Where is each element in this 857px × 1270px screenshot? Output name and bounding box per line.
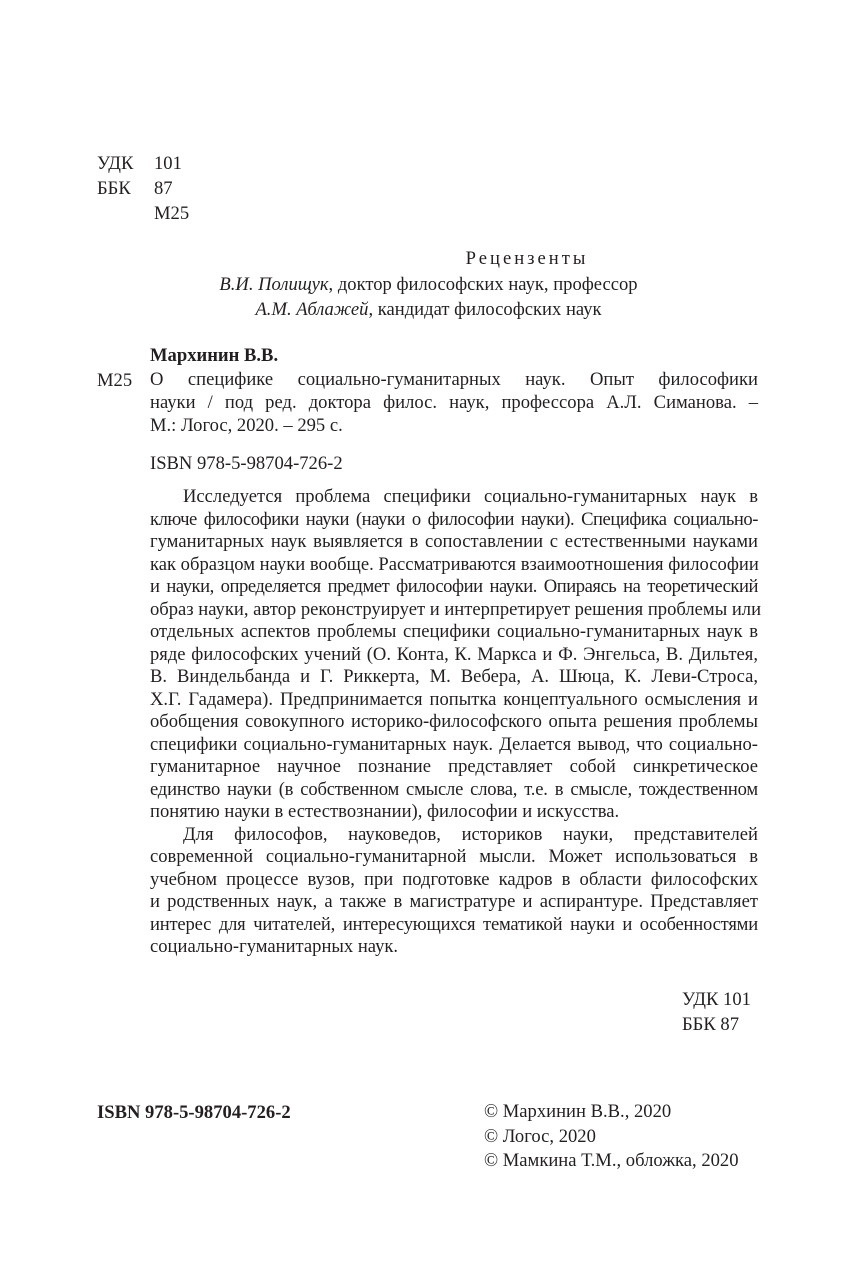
abstract-line: гуманитарное научное познание представляет собой синкретическое	[150, 756, 758, 777]
abstract-line: специфики социально-гуманитарных наук. Делается вывод, что социально-	[150, 733, 758, 755]
abstract-line: как образцом науки вообще. Рассматриваются взаимоотношения философии	[150, 553, 759, 575]
reviewers-title: Рецензенты	[465, 248, 589, 269]
udk-line	[97, 151, 189, 176]
abstract-line: ключе философики науки (науки о философии науки). Специфика социально-	[150, 508, 758, 530]
abstract-line: В. Виндельбанда и Г. Риккерта, М. Вебера, А. Шюца, К. Леви-Строса,	[150, 666, 758, 687]
abstract-line: образ науки, автор реконструирует и интерпретирует решения проблемы или	[150, 598, 762, 620]
bbk-value: 87	[154, 178, 173, 199]
reviewer-1-credentials: , доктор философских наук, профессор	[328, 274, 638, 295]
abstract-line: и науки, определяется предмет философии науки. Опираясь на теоретический	[150, 576, 758, 597]
abstract-line: Для философов, науковедов, историков науки, представителей	[183, 823, 758, 845]
abstract-line: единство науки (в собственном смысле слова, т.е. в смысле, тождественном	[150, 778, 758, 800]
catalog-author: Мархинин В.В.	[150, 345, 279, 366]
reviewers-title-row	[97, 246, 857, 271]
abstract-line: и родственных наук, а также в магистратуре и аспирантуре. Представляет	[150, 891, 758, 912]
bbk-label: ББК	[97, 178, 131, 199]
copyright-author: © Мархинин В.В., 2020	[484, 1101, 672, 1122]
catalog-line: М.: Логос, 2020. – 295 с.	[150, 415, 343, 436]
udk-value: 101	[154, 153, 182, 174]
abstract-line: понятию науки в естествознании), философии и искусства.	[150, 801, 620, 822]
abstract-line: Х.Г. Гадамера). Предпринимается попытка концептуального осмысления и	[150, 688, 758, 710]
bbk-line	[97, 176, 189, 201]
abstract-line: ряде философских учений (О. Конта, К. Маркса и Ф. Энгельса, В. Дильтея,	[150, 643, 758, 665]
reviewer-2-name: А.М. Аблажей	[255, 299, 369, 320]
abstract-line: гуманитарных наук выявляется в сопоставлении с естественными науками	[150, 531, 758, 552]
reviewer-1-name: В.И. Полищук	[219, 274, 329, 295]
catalog-line: науки / под ред. доктора филос. наук, профессора А.Л. Симанова. –	[150, 392, 758, 413]
abstract-line: учебном процессе вузов, при подготовке кадров в области философских	[150, 868, 758, 890]
author-mark-line	[97, 201, 189, 226]
catalog-mark: М25	[97, 370, 133, 391]
abstract-line: современной социально-гуманитарной мысли. Может использоваться в	[150, 846, 758, 867]
abstract-line: Исследуется проблема специфики социально-гуманитарных наук в	[183, 486, 758, 507]
abstract-line: интерес для читателей, интересующихся тематикой науки и особенностями	[150, 913, 758, 935]
bottom-udk: УДК 101	[682, 989, 751, 1010]
footer-isbn: ISBN 978-5-98704-726-2	[97, 1102, 291, 1123]
abstract-line: отдельных аспектов проблемы специфики социально-гуманитарных наук в	[150, 621, 758, 642]
abstract	[150, 486, 762, 959]
bottom-codes	[682, 987, 751, 1037]
copyright-publisher: © Логос, 2020	[484, 1125, 596, 1147]
catalog-description	[150, 368, 758, 437]
catalog-line: О специфике социально-гуманитарных наук. Опыт философики	[150, 369, 758, 390]
bottom-bbk: ББК 87	[682, 1014, 739, 1035]
copyright-cover: © Мамкина Т.М., обложка, 2020	[484, 1150, 739, 1171]
catalog-isbn: ISBN 978-5-98704-726-2	[150, 453, 343, 474]
abstract-line: обобщения совокупного историко-философского опыта решения проблемы	[150, 711, 758, 732]
udk-label: УДК	[97, 153, 134, 174]
reviewer-2-credentials: , кандидат философских наук	[368, 299, 602, 320]
reviewer-1	[0, 272, 857, 297]
author-mark: М25	[154, 203, 190, 224]
copyright-block	[484, 1100, 739, 1174]
classification-block	[97, 151, 189, 226]
reviewer-2	[0, 297, 857, 322]
abstract-line: социально-гуманитарных наук.	[150, 936, 399, 957]
